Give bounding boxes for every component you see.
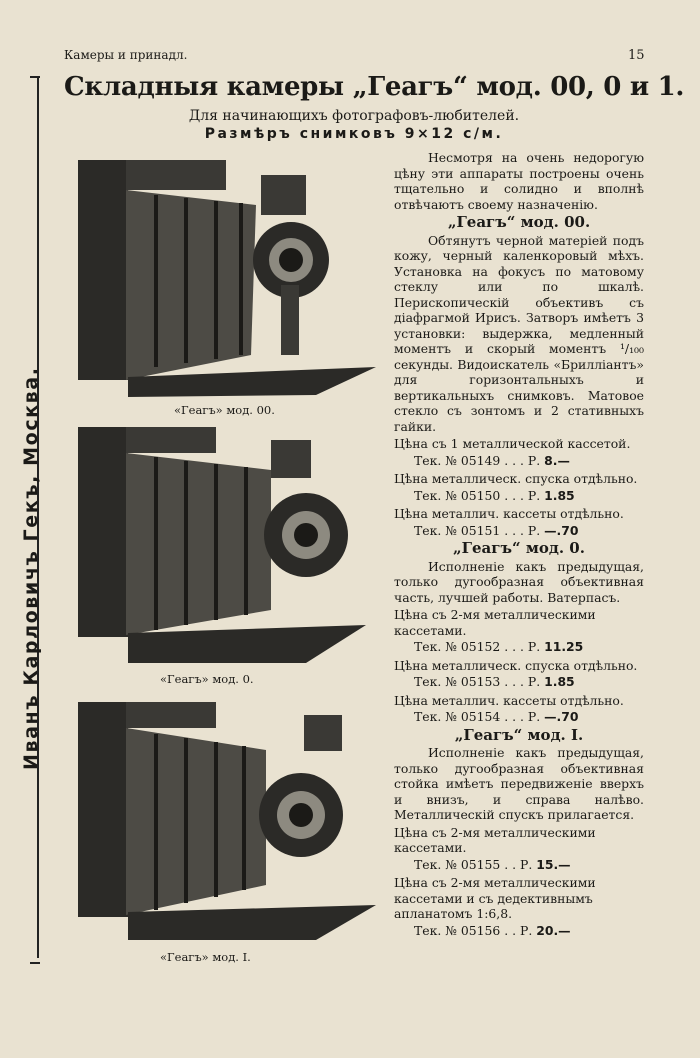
price-value: 1.85 [544,674,575,689]
intro-paragraph: Несмотря на очень недорогую цѣну эти аппараты построены очень тщательно и солидно и вполнѣ отвѣчаютъ своему назначенію. [394,150,644,212]
caption-model-1: «Геагъ» мод. I. [160,950,251,964]
price-value: 1.85 [544,487,575,503]
price-value: —.70 [544,709,579,724]
page-number: 15 [628,48,645,63]
camera-model-00-illustration [76,155,376,400]
model-0-description: Исполненіе какъ предыдущая, только дугообразная объективная часть, лучшей работы. Ватерпасъ. [394,558,644,605]
catalog-number: Тек. № 05149 . . . Р. 8.— [414,452,570,468]
photo-size-line: Размѣръ снимковъ 9×12 с/м. [204,126,504,142]
caption-model-0: «Геагъ» мод. 0. [160,672,254,686]
camera-model-0-illustration [76,425,376,665]
price-value: —.70 [544,522,579,538]
model-00-heading: „Геагъ“ мод. 00. [447,213,591,231]
catalog-number: Тек. № 05153 . . . Р. 1.85 [414,674,575,689]
product-description-column [394,150,644,941]
catalog-number: Тек. № 05150 . . . Р. 1.85 [414,487,575,503]
publisher-name: Иванъ Карловичъ Гекъ, Москва. [20,366,42,770]
price-label: Цѣна металлическ. спуска отдѣльно. [394,657,638,673]
price-label: Цѣна съ 1 металлической кассетой. [394,436,631,451]
running-header: Камеры и принадл. [64,48,188,62]
camera-model-1-illustration [76,700,376,942]
price-value: 11.25 [544,639,584,654]
price-label: Цѣна съ 2-мя металлическими кассетами. [394,824,596,855]
price-value: 15.— [536,856,571,872]
model-00-description: Обтянутъ черной матеріей подъ кожу, черный каленкоровый мѣхъ. Установка на фокусъ по матовому стеклу или по шкалѣ. Перископическій объективъ съ діафрагмой Ирисъ. Затворъ имѣетъ 3 установки: выдержка, медленный моментъ и скорый моментъ ¹/₁₀₀ секунды. Видоискатель «Брилліантъ» для горизонтальныхъ и вертикальныхъ снимковъ. Матовое стекло съ зонтомъ и 2 стативныхъ гайки. [394,232,644,434]
page-title: Складныя камеры „Геагъ“ мод. 00, 0 и 1. [64,72,685,102]
price-value: 8.— [544,452,570,468]
model-0-heading: „Геагъ“ мод. 0. [453,539,585,557]
price-label: Цѣна металлич. кассеты отдѣльно. [394,506,624,521]
catalog-number: Тек. № 05155 . . Р. 15.— [414,856,571,872]
price-value: 20.— [536,922,571,938]
price-label: Цѣна съ 2-мя металлическими кассетами. [394,607,596,638]
catalog-number: Тек. № 05156 . . Р. 20.— [414,922,571,938]
caption-model-00: «Геагъ» мод. 00. [174,403,275,417]
catalog-number: Тек. № 05154 . . . Р. —.70 [414,709,579,724]
catalog-number: Тек. № 05151 . . . Р. —.70 [414,522,579,538]
model-1-heading: „Геагъ“ мод. I. [454,725,584,744]
catalog-number: Тек. № 05152 . . . Р. 11.25 [414,639,584,654]
model-1-description: Исполненіе какъ предыдущая, только дугообразная объективная стойка имѣетъ передвиженіе вверхъ и внизъ, и справа налѣво. Металлическій спускъ прилагается. [394,745,644,822]
price-label: Цѣна металлическ. спуска отдѣльно. [394,471,638,486]
page-subtitle: Для начинающихъ фотографовъ-любителей. [188,108,520,124]
price-label: Цѣна съ 2-мя металлическими кассетами и съ дедективнымъ апланатомъ 1:6,8. [394,875,596,921]
price-label: Цѣна металлич. кассеты отдѣльно. [394,692,624,708]
